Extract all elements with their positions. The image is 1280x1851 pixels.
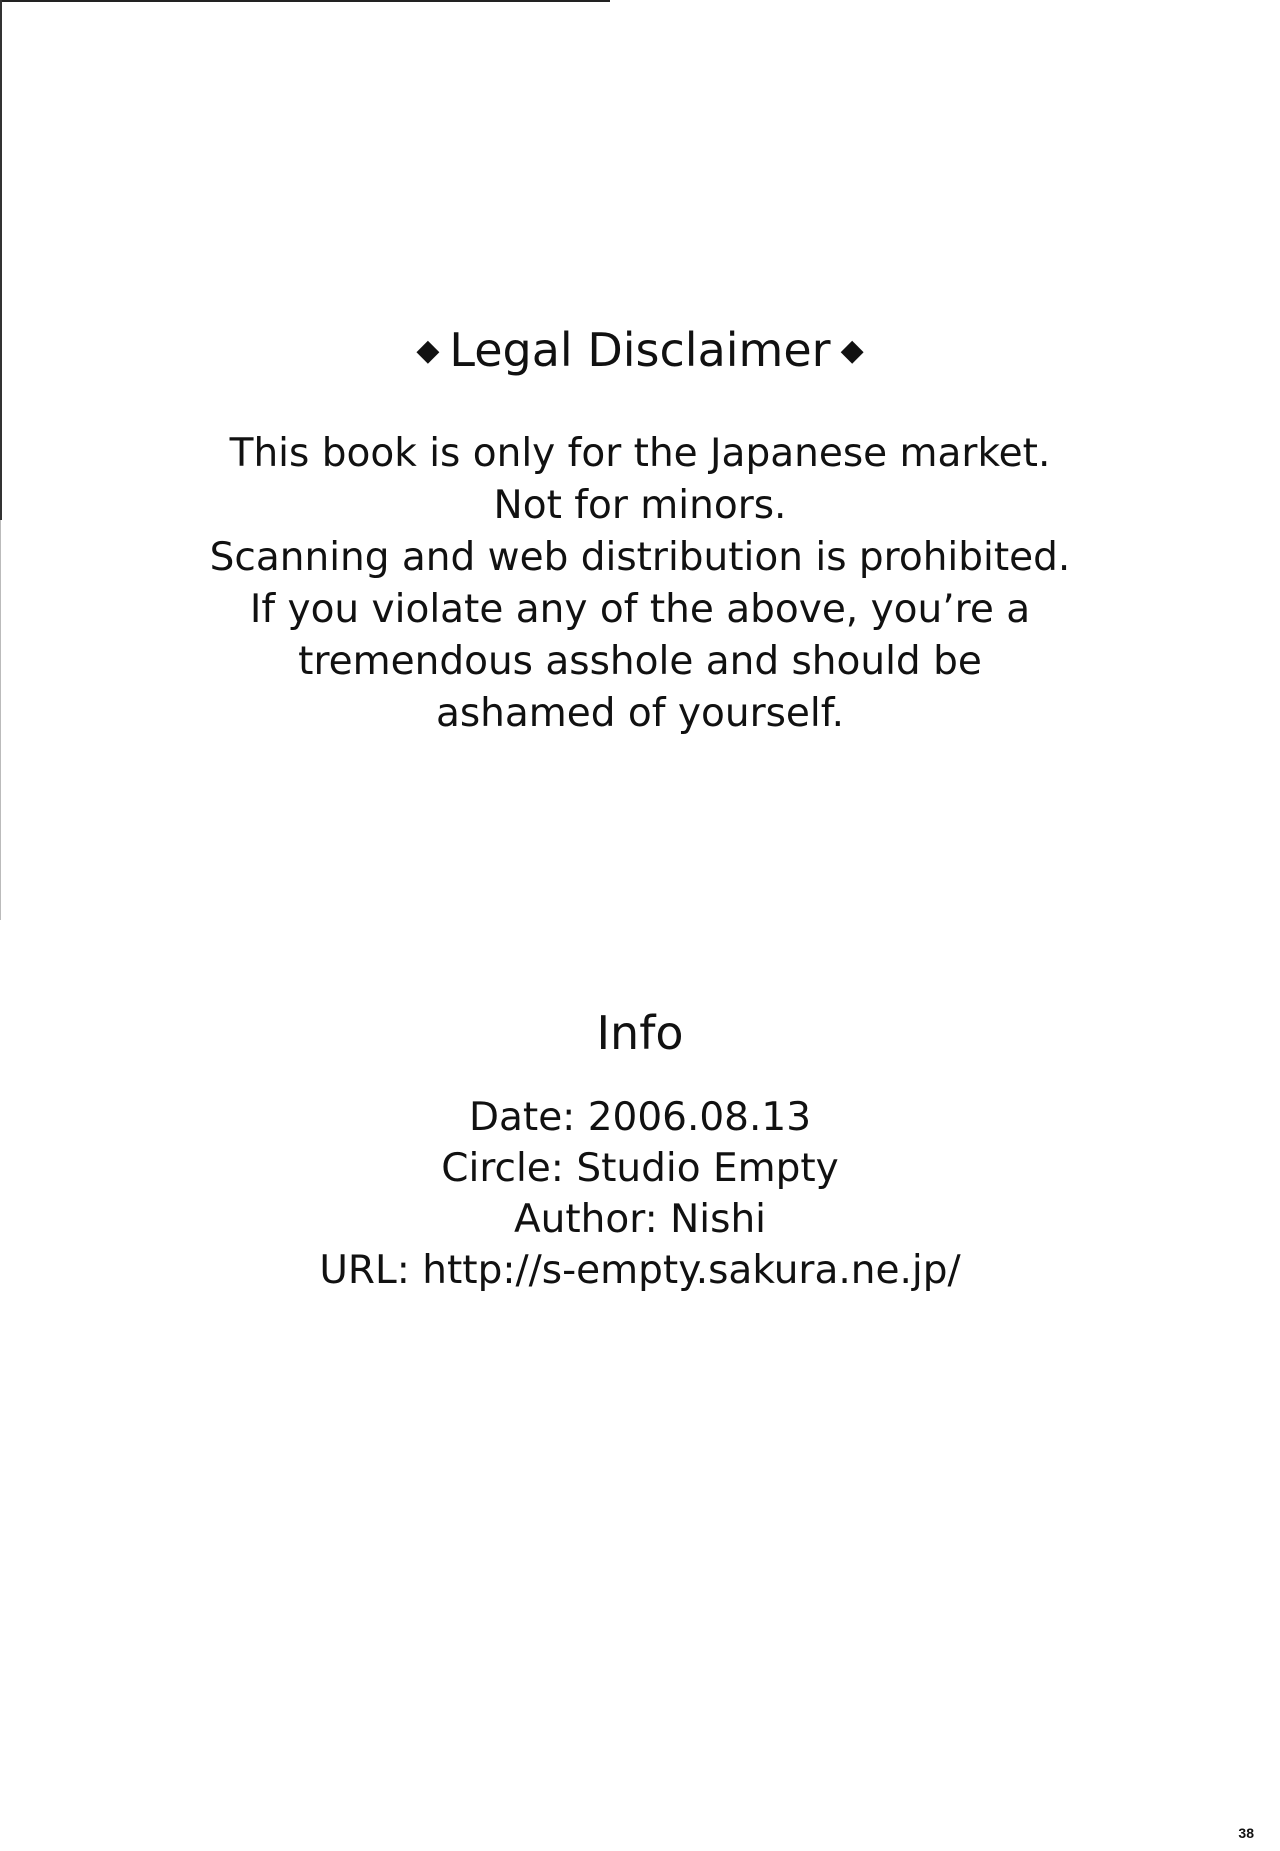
disclaimer-line: If you violate any of the above, you’re a	[249, 587, 1031, 632]
info-url: URL: http://s-empty.sakura.ne.jp/	[319, 1248, 961, 1293]
disclaimer-body	[0, 428, 1280, 740]
disclaimer-line: Not for minors.	[493, 483, 787, 528]
disclaimer-title: Legal Disclaimer	[449, 323, 831, 377]
diamond-icon-left: ◆	[416, 333, 440, 368]
top-border-line	[0, 0, 610, 2]
info-body	[0, 1092, 1280, 1296]
disclaimer-heading	[0, 322, 1280, 379]
info-circle: Circle: Studio Empty	[441, 1146, 839, 1191]
info-heading	[0, 1005, 1280, 1061]
page-number: 38	[1238, 1825, 1254, 1841]
disclaimer-line: This book is only for the Japanese market.	[229, 431, 1051, 476]
disclaimer-line: Scanning and web distribution is prohibited.	[209, 535, 1071, 580]
diamond-icon-right: ◆	[840, 333, 864, 368]
info-title: Info	[596, 1006, 684, 1060]
info-author: Author: Nishi	[513, 1197, 767, 1242]
disclaimer-line: tremendous asshole and should be	[298, 639, 982, 684]
disclaimer-line: ashamed of yourself.	[435, 691, 845, 736]
info-date: Date: 2006.08.13	[468, 1095, 812, 1140]
